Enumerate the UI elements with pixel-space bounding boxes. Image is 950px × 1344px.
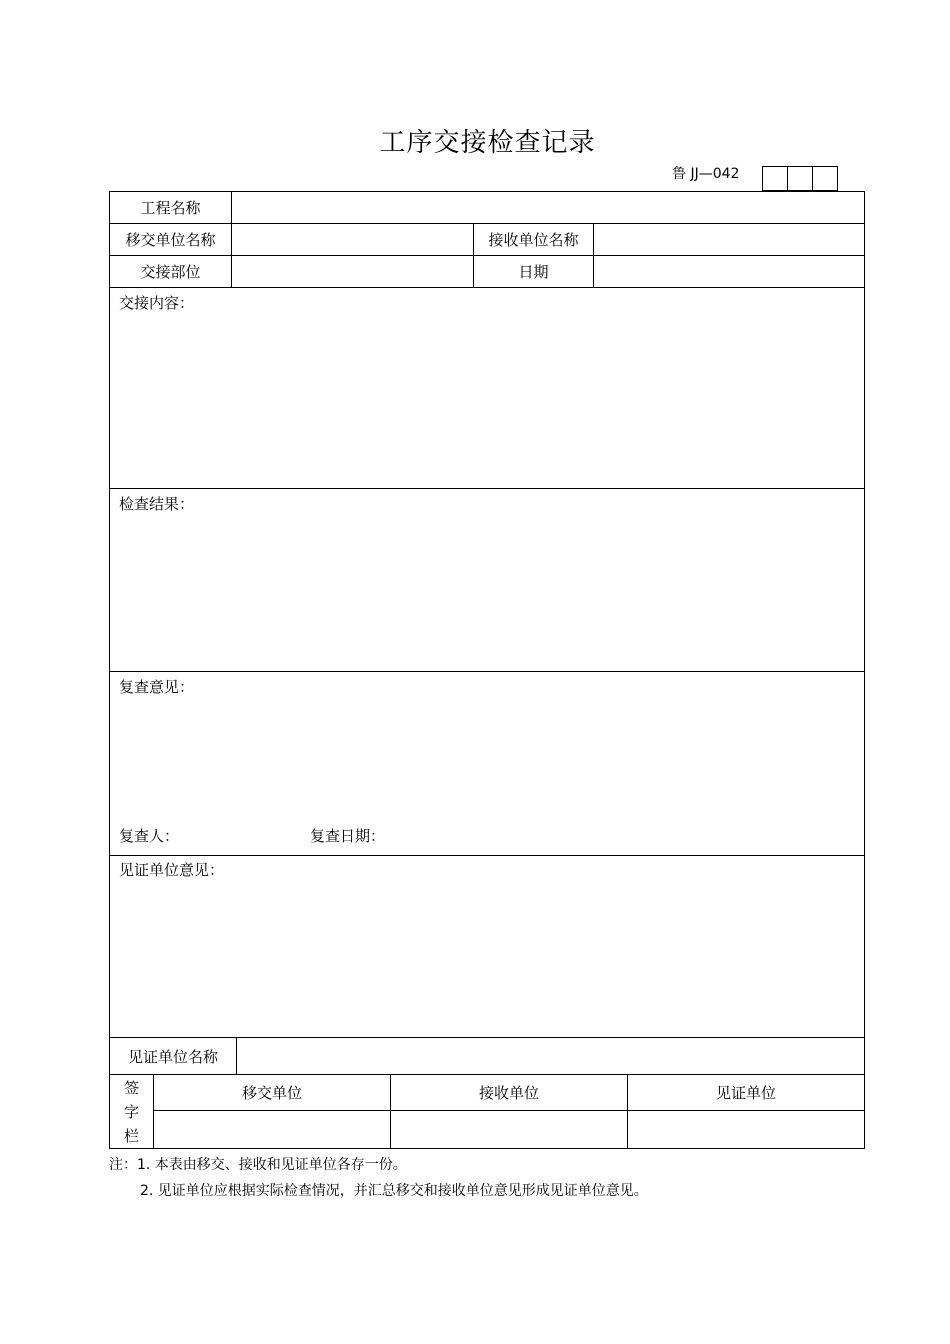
signature-side-label bbox=[110, 1075, 153, 1148]
witness-opinion-area[interactable] bbox=[110, 879, 864, 1037]
review-opinion-area[interactable] bbox=[110, 696, 864, 818]
date-field[interactable] bbox=[594, 256, 864, 287]
sign-receive-unit-field[interactable] bbox=[391, 1111, 627, 1148]
witness-unit-name-label: 见证单位名称 bbox=[127, 1047, 218, 1066]
signature-char-2: 字 bbox=[123, 1102, 139, 1121]
handover-part-field[interactable] bbox=[232, 256, 473, 287]
handover-content-label: 交接内容： bbox=[119, 294, 195, 312]
review-opinion-label: 复查意见： bbox=[119, 678, 195, 696]
date-label: 日期 bbox=[518, 263, 549, 281]
transfer-unit-field[interactable] bbox=[232, 224, 473, 255]
signature-char-1: 签 bbox=[123, 1078, 139, 1097]
handover-content-area[interactable] bbox=[110, 312, 864, 488]
inspection-result-label: 检查结果： bbox=[119, 495, 195, 513]
code-box-2[interactable] bbox=[787, 166, 813, 191]
project-name-field[interactable] bbox=[232, 192, 864, 223]
signature-char-3: 栏 bbox=[123, 1127, 139, 1146]
page-title: 工序交接检查记录 bbox=[379, 128, 596, 158]
review-date-label: 复查日期： bbox=[310, 827, 386, 845]
note-line-2: 2. 见证单位应根据实际检查情况，并汇总移交和接收单位意见形成见证单位意见。 bbox=[140, 1183, 648, 1199]
receive-unit-field[interactable] bbox=[594, 224, 864, 255]
code-box-1[interactable] bbox=[762, 166, 788, 191]
transfer-unit-label: 移交单位名称 bbox=[125, 231, 216, 249]
sign-receive-unit-label: 接收单位 bbox=[478, 1084, 539, 1102]
reviewer-label: 复查人： bbox=[119, 827, 180, 845]
receive-unit-label: 接收单位名称 bbox=[488, 231, 579, 249]
sign-witness-unit-label: 见证单位 bbox=[715, 1084, 776, 1102]
witness-opinion-label: 见证单位意见： bbox=[119, 861, 225, 879]
handover-part-label: 交接部位 bbox=[140, 263, 201, 281]
sign-witness-unit-field[interactable] bbox=[628, 1111, 864, 1148]
inspection-result-area[interactable] bbox=[110, 513, 864, 671]
witness-unit-name-field[interactable] bbox=[237, 1038, 864, 1074]
sign-transfer-unit-label: 移交单位 bbox=[241, 1084, 302, 1102]
note-line-1: 注：1. 本表由移交、接收和见证单位各存一份。 bbox=[109, 1157, 407, 1173]
project-name-label: 工程名称 bbox=[140, 199, 201, 217]
form-code: 鲁 JJ—042 bbox=[672, 166, 740, 182]
sign-transfer-unit-field[interactable] bbox=[154, 1111, 390, 1148]
code-box-3[interactable] bbox=[812, 166, 838, 191]
